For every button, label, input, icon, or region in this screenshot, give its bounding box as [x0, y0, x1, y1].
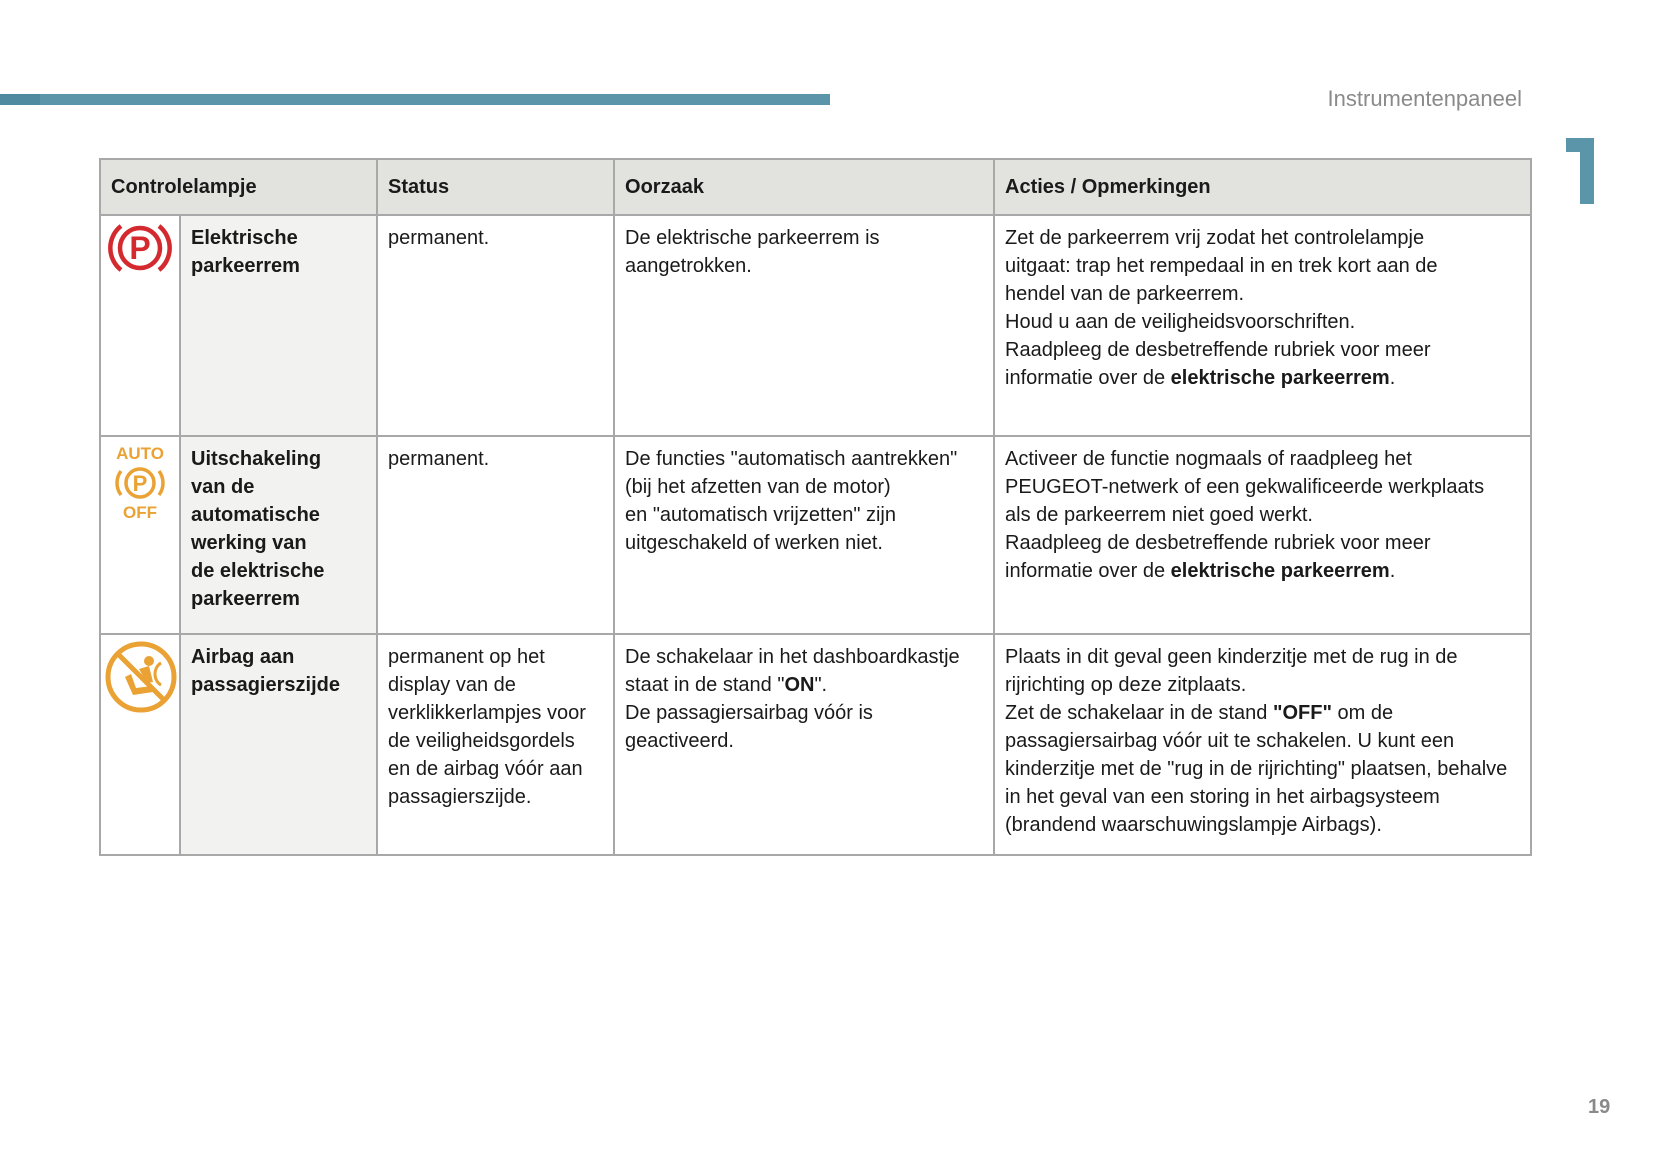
name-line: parkeerrem	[191, 255, 300, 277]
status-cell	[377, 215, 614, 436]
status-line: permanent.	[388, 448, 490, 470]
actions-line	[1005, 445, 1520, 473]
name-line: automatische	[191, 504, 320, 526]
status-line: permanent.	[388, 227, 490, 249]
status-line: en de airbag vóór aan	[388, 758, 583, 780]
cause-line: en "automatisch vrijzetten" zijn	[625, 504, 897, 526]
chapter-number-tab	[1566, 138, 1594, 204]
column-header-controlelampje: Controlelampje	[100, 159, 377, 215]
cause-cell	[614, 436, 994, 634]
actions-line	[1005, 364, 1520, 392]
cause-cell	[614, 215, 994, 436]
status-cell	[377, 634, 614, 855]
cause-text: ".	[814, 674, 828, 696]
cause-text: geactiveerd.	[625, 730, 734, 752]
actions-text: rijrichting op deze zitplaats.	[1005, 674, 1247, 696]
actions-line	[1005, 336, 1520, 364]
actions-line	[1005, 529, 1520, 557]
cause-line	[625, 699, 983, 727]
column-header-acties: Acties / Opmerkingen	[994, 159, 1531, 215]
actions-text: als de parkeerrem niet goed werkt.	[1005, 504, 1313, 526]
actions-line	[1005, 224, 1520, 252]
actions-line	[1005, 473, 1520, 501]
actions-text: uitgaat: trap het rempedaal in en trek kort aan de	[1005, 255, 1438, 277]
warning-lights-table	[99, 158, 1532, 856]
page-number: 19	[1588, 1096, 1611, 1118]
actions-text: Zet de schakelaar in de stand	[1005, 702, 1273, 724]
actions-text: (brandend waarschuwingslampje Airbags).	[1005, 814, 1382, 836]
actions-line	[1005, 755, 1520, 783]
status-line: display van de	[388, 674, 516, 696]
cause-cell	[614, 634, 994, 855]
table-row	[100, 634, 1531, 855]
auto-parking-brake-off-icon	[110, 444, 170, 526]
status-line: permanent op het	[388, 646, 545, 668]
actions-line	[1005, 811, 1520, 839]
warning-light-cell	[100, 436, 180, 634]
warning-light-cell	[100, 215, 180, 436]
actions-text: Raadpleeg de desbetreffende rubriek voor meer	[1005, 339, 1431, 361]
actions-line	[1005, 557, 1520, 585]
name-line: Elektrische	[191, 227, 298, 249]
table-row	[100, 436, 1531, 634]
status-cell	[377, 436, 614, 634]
svg-text:P: P	[132, 471, 148, 496]
warning-light-name	[180, 436, 377, 634]
section-title: Instrumentenpaneel	[1327, 86, 1522, 111]
name-line: van de	[191, 476, 255, 498]
actions-line	[1005, 252, 1520, 280]
actions-text-bold: elektrische parkeerrem	[1170, 560, 1390, 582]
column-header-oorzaak: Oorzaak	[614, 159, 994, 215]
cause-text: De schakelaar in het dashboardkastje	[625, 646, 960, 668]
actions-line	[1005, 643, 1520, 671]
status-line: de veiligheidsgordels	[388, 730, 575, 752]
status-line: passagierszijde.	[388, 786, 532, 808]
parking-brake-red-icon	[107, 230, 173, 281]
actions-line	[1005, 671, 1520, 699]
actions-text: in het geval van een storing in het airbagsysteem	[1005, 786, 1440, 808]
table-row	[100, 215, 1531, 436]
actions-cell	[994, 436, 1531, 634]
cause-text-bold: ON	[784, 674, 815, 696]
warning-light-cell	[100, 634, 180, 855]
actions-text: Houd u aan de veiligheidsvoorschriften.	[1005, 311, 1356, 333]
status-line: verklikkerlampjes voor	[388, 702, 586, 724]
name-line: passagierszijde	[191, 674, 340, 696]
actions-line	[1005, 783, 1520, 811]
actions-text-bold: elektrische parkeerrem	[1170, 367, 1390, 389]
actions-text: Plaats in dit geval geen kinderzitje met de rug in de	[1005, 646, 1458, 668]
actions-line	[1005, 501, 1520, 529]
actions-text: Activeer de functie nogmaals of raadpleeg het	[1005, 448, 1412, 470]
cause-line: uitgeschakeld of werken niet.	[625, 532, 883, 554]
cause-line: aangetrokken.	[625, 255, 752, 277]
passenger-airbag-off-icon	[103, 698, 179, 720]
svg-text:P: P	[129, 230, 151, 266]
actions-text: PEUGEOT-netwerk of een gekwalificeerde werkplaats	[1005, 476, 1485, 498]
name-line: werking van	[191, 532, 307, 554]
actions-text: om de	[1331, 702, 1394, 724]
actions-text-bold: "OFF"	[1272, 702, 1332, 724]
name-line: parkeerrem	[191, 588, 300, 610]
actions-line	[1005, 699, 1520, 727]
actions-text: informatie over de	[1005, 367, 1171, 389]
actions-text: .	[1389, 367, 1396, 389]
name-line: de elektrische	[191, 560, 325, 582]
actions-line	[1005, 280, 1520, 308]
header-accent-bar	[0, 94, 830, 105]
actions-line	[1005, 727, 1520, 755]
header-accent-bar-start	[0, 94, 40, 105]
icon-text-off: OFF	[123, 503, 157, 521]
actions-text: Zet de parkeerrem vrij zodat het controlelampje	[1005, 227, 1425, 249]
table-header-row	[100, 159, 1531, 215]
actions-text: kinderzitje met de "rug in de rijrichting" plaatsen, behalve	[1005, 758, 1508, 780]
actions-line	[1005, 308, 1520, 336]
cause-line	[625, 727, 983, 755]
actions-text: Raadpleeg de desbetreffende rubriek voor meer	[1005, 532, 1431, 554]
actions-cell	[994, 215, 1531, 436]
cause-text: staat in de stand "	[625, 674, 785, 696]
name-line: Uitschakeling	[191, 448, 322, 470]
warning-light-name	[180, 634, 377, 855]
actions-text: passagiersairbag vóór uit te schakelen. U kunt een	[1005, 730, 1455, 752]
icon-text-auto: AUTO	[116, 444, 164, 463]
actions-text: informatie over de	[1005, 560, 1171, 582]
cause-line: De functies "automatisch aantrekken"	[625, 448, 958, 470]
cause-line: (bij het afzetten van de motor)	[625, 476, 891, 498]
cause-text: De passagiersairbag vóór is	[625, 702, 873, 724]
actions-text: hendel van de parkeerrem.	[1005, 283, 1245, 305]
actions-text: .	[1389, 560, 1396, 582]
actions-cell	[994, 634, 1531, 855]
name-line: Airbag aan	[191, 646, 295, 668]
cause-line	[625, 643, 983, 671]
cause-line: De elektrische parkeerrem is	[625, 227, 880, 249]
warning-light-name	[180, 215, 377, 436]
column-header-status: Status	[377, 159, 614, 215]
cause-line	[625, 671, 983, 699]
